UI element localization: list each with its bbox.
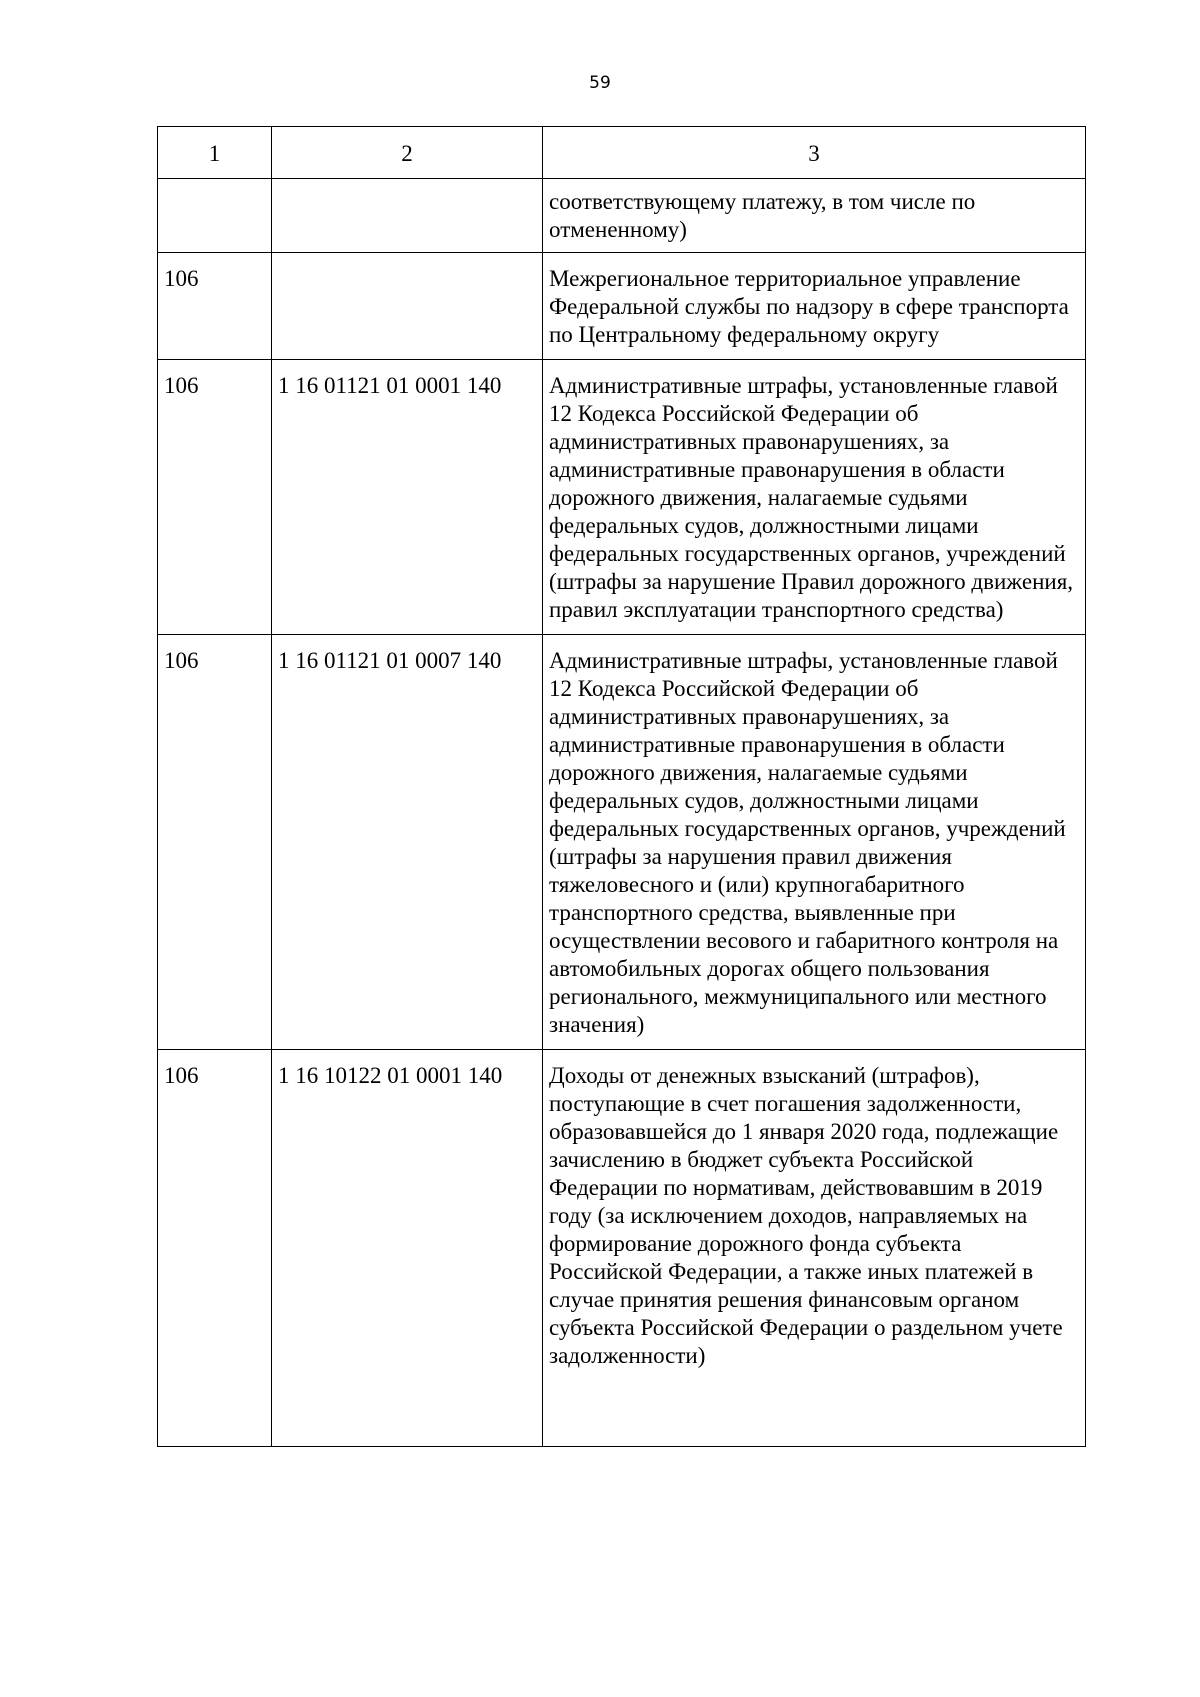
header-cell-3: 3 [543, 127, 1086, 179]
table-row [158, 179, 1086, 253]
description-cell: соответствующему платежу, в том числе по отмененному) [543, 179, 1086, 253]
description-cell: Административные штрафы, установленные главой 12 Кодекса Российской Федерации об административных правонарушениях, за административные правонарушения в области дорожного движения, налагаемые судьями федеральных судов, должностными лицами федеральных государственных органов, учреждений (штрафы за нарушение Правил дорожного движения, правил эксплуатации транспортного средства) [543, 360, 1086, 635]
admin-code-cell: 106 [158, 635, 272, 1050]
admin-code-cell [158, 179, 272, 253]
table-row [158, 635, 1086, 1050]
description-cell: Межрегиональное территориальное управление Федеральной службы по надзору в сфере транспорта по Центральному федеральному округу [543, 253, 1086, 360]
budget-code-cell: 1 16 10122 01 0001 140 [272, 1050, 543, 1447]
budget-code-cell [272, 179, 543, 253]
budget-codes-table [157, 126, 1086, 1447]
header-cell-1: 1 [158, 127, 272, 179]
admin-code-cell: 106 [158, 360, 272, 635]
table-row [158, 253, 1086, 360]
page-number: 59 [589, 73, 611, 93]
table-header-row [158, 127, 1086, 179]
admin-code-cell: 106 [158, 253, 272, 360]
admin-code-cell: 106 [158, 1050, 272, 1447]
description-cell: Административные штрафы, установленные главой 12 Кодекса Российской Федерации об административных правонарушениях, за административные правонарушения в области дорожного движения, налагаемые судьями федеральных судов, должностными лицами федеральных государственных органов, учреждений (штрафы за нарушения правил движения тяжеловесного и (или) крупногабаритного транспортного средства, выявленные при осуществлении весового и габаритного контроля на автомобильных дорогах общего пользования регионального, межмуниципального или местного значения) [543, 635, 1086, 1050]
table-row [158, 1050, 1086, 1447]
budget-code-cell [272, 253, 543, 360]
table-row [158, 360, 1086, 635]
header-cell-2: 2 [272, 127, 543, 179]
budget-code-cell: 1 16 01121 01 0001 140 [272, 360, 543, 635]
description-cell: Доходы от денежных взысканий (штрафов), поступающие в счет погашения задолженности, образовавшейся до 1 января 2020 года, подлежащие зачислению в бюджет субъекта Российской Федерации по нормативам, действовавшим в 2019 году (за исключением доходов, направляемых на формирование дорожного фонда субъекта Российской Федерации, а также иных платежей в случае принятия решения финансовым органом субъекта Российской Федерации о раздельном учете задолженности) [543, 1050, 1086, 1447]
budget-code-cell: 1 16 01121 01 0007 140 [272, 635, 543, 1050]
